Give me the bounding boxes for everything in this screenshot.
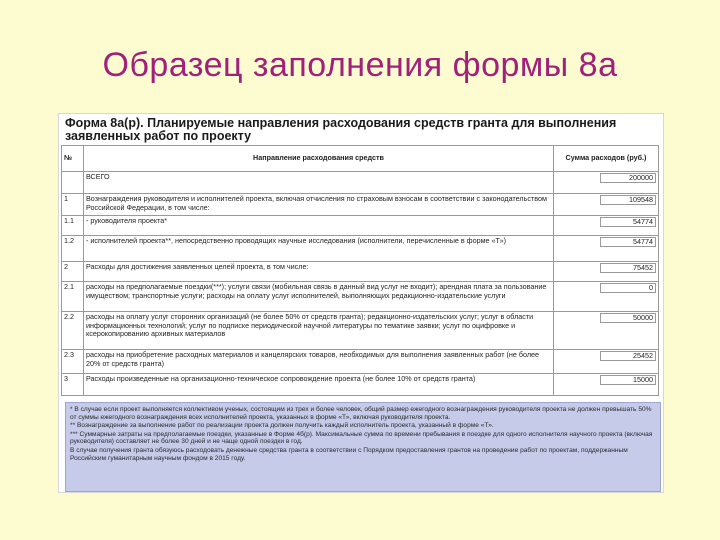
table-row — [62, 262, 659, 282]
row-no — [62, 172, 84, 194]
amount-field[interactable]: 75452 — [600, 263, 656, 273]
row-direction: расходы на предполагаемые поездки(***); услуги связи (мобильная связь в данный вид услуг не входит); арендная плата за пользование имуществом; транспортные услуги; расходы на оплату услуг исполнителей, выполняющих редакционно-издательские услуги — [84, 282, 554, 312]
footnote: В случае получения гранта обязуюсь расходовать денежные средства гранта в соответствии с Порядком предоставления грантов на проведение работ по проектам, поддержанным Российским гуманитарным научным фондом в 2015 году. — [70, 446, 628, 462]
row-direction: Вознаграждения руководителя и исполнителей проекта, включая отчисления по страховым взносам в соответствии с законодательством Российской Федерации, в том числе: — [84, 194, 554, 216]
row-direction: Расходы для достижения заявленных целей проекта, в том числе: — [84, 262, 554, 282]
amount-field[interactable]: 109548 — [600, 195, 656, 205]
footnote: ** Вознаграждение за выполнение работ по реализации проекта должен получить каждый исполнитель проекта, указанный в форме «Т». — [70, 422, 494, 430]
amount-field[interactable]: 25452 — [600, 351, 656, 361]
form-8a-sample — [58, 113, 664, 493]
row-direction: расходы на приобретение расходных материалов и канцелярских товаров, необходимых для выполнения заявленных работ (не более 20% от средств гранта) — [84, 350, 554, 374]
row-no: 2.2 — [62, 312, 84, 350]
row-no: 1.2 — [62, 236, 84, 262]
table-row — [62, 312, 659, 350]
table-row — [62, 216, 659, 236]
row-no: 2 — [62, 262, 84, 282]
table-row — [62, 282, 659, 312]
amount-field[interactable]: 0 — [600, 283, 656, 293]
header-amount: Сумма расходов (руб.) — [554, 146, 659, 172]
row-no: 2.1 — [62, 282, 84, 312]
header-no: № — [62, 146, 84, 172]
form-heading: Форма 8а(р). Планируемые направления расходования средств гранта для выполнения заявленных работ по проекту — [65, 116, 617, 143]
table-row — [62, 350, 659, 374]
row-direction: - исполнителей проекта**, непосредственно проводящих научные исследования (исполнители, перечисленные в форме «Т») — [84, 236, 554, 262]
row-direction: расходы на оплату услуг сторонних организаций (не более 50% от средств гранта); редакционно-издательских услуг; услуг в области информационных технологий; услуг по подписке периодической научной литературы по тематике заявки; услуг по оцифровке и ксерокопированию архивных материалов — [84, 312, 554, 350]
row-no: 1 — [62, 194, 84, 216]
table-row — [62, 374, 659, 396]
row-no: 2.3 — [62, 350, 84, 374]
row-direction: - руководителя проекта* — [84, 216, 554, 236]
amount-field[interactable]: 15000 — [600, 375, 656, 385]
amount-field[interactable]: 54774 — [600, 237, 656, 247]
slide-title: Образец заполнения формы 8а — [102, 46, 618, 84]
footnote: *** Суммарные затраты на предполагаемые поездки, указанные в Форме 4б(р). Максимальные сумма по времени пребывания в поездке для одного исполнителя научного проекта (включая руководителя) составляет не более 30 дней и не чаще одной поездки в год. — [70, 430, 653, 446]
table-row — [62, 172, 659, 194]
header-direction: Направление расходования средств — [84, 146, 554, 172]
footnotes-panel — [65, 402, 661, 492]
footnote: * В случае если проект выполняется коллективом ученых, состоящим из трех и более человек, общий размер ежегодного вознаграждения руководителя проекта не должен превышать 50% от суммы ежегодного вознаграждения всех исполнителей проекта, указанных в форме «Т», включая руководителя проекта. — [70, 406, 652, 421]
table-header-row — [62, 146, 659, 172]
amount-field[interactable]: 54774 — [600, 217, 656, 227]
budget-table — [61, 145, 659, 396]
table-row — [62, 236, 659, 262]
row-direction: ВСЕГО — [84, 172, 554, 194]
amount-field[interactable]: 200000 — [600, 173, 656, 183]
row-no: 1.1 — [62, 216, 84, 236]
row-direction: Расходы произведенные на организационно-техническое сопровождение проекта (не более 10% от средств гранта) — [84, 374, 554, 396]
table-row — [62, 194, 659, 216]
row-no: 3 — [62, 374, 84, 396]
amount-field[interactable]: 50000 — [600, 313, 656, 323]
